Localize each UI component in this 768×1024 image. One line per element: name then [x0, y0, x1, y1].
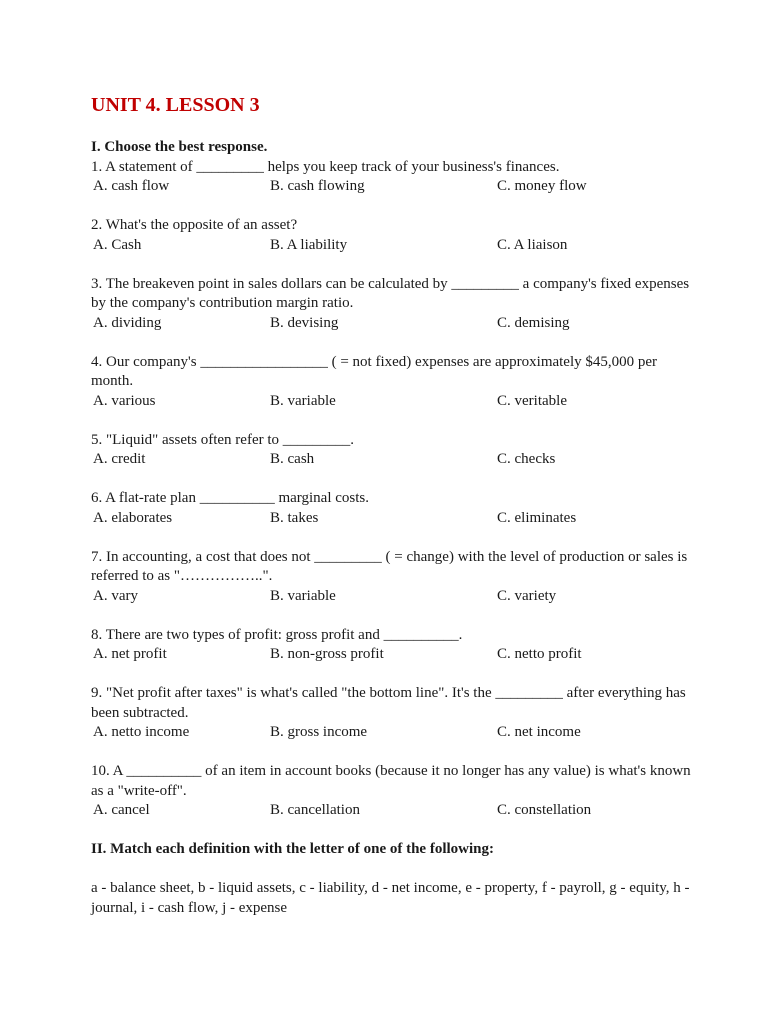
question-text: 10. A __________ of an item in account books (because it no longer has any value) is what's known as a "write-off". — [91, 763, 691, 799]
question-text: 1. A statement of _________ helps you keep track of your business's finances. — [91, 158, 560, 175]
unit-title: UNIT 4. LESSON 3 — [91, 94, 260, 116]
section-1-heading: I. Choose the best response. — [91, 139, 268, 155]
option-c: C. netto profit — [497, 646, 582, 662]
option-b: B. non-gross profit — [270, 646, 384, 662]
match-options-list: a - balance sheet, b - liquid assets, c - liability, d - net income, e - property, f - payroll, g - equity, h - journal, i - cash flow, j - expense — [91, 880, 690, 916]
option-c: C. constellation — [497, 802, 592, 818]
answer-options — [91, 314, 691, 334]
question-text: 4. Our company's _________________ ( = not fixed) expenses are approximately $45,000 per month. — [91, 353, 658, 389]
option-c: C. demising — [497, 314, 570, 331]
question-item — [91, 684, 691, 743]
option-b: B. takes — [270, 509, 319, 526]
answer-options — [91, 177, 691, 197]
option-b: B. gross income — [270, 724, 368, 740]
document-page — [91, 92, 691, 918]
option-b: B. cash — [270, 451, 315, 467]
section-2 — [91, 840, 691, 918]
option-c: C. A liaison — [497, 236, 568, 253]
option-b: B. cash flowing — [270, 178, 365, 194]
option-c: C. eliminates — [497, 509, 577, 526]
answer-options — [91, 801, 691, 821]
option-c: C. money flow — [497, 178, 587, 194]
section-2-heading: II. Match each definition with the letter of one of the following: — [91, 841, 495, 857]
question-text: 6. A flat-rate plan __________ marginal costs. — [91, 490, 370, 506]
option-b: B. cancellation — [270, 802, 360, 818]
question-item — [91, 275, 691, 334]
question-text: 3. The breakeven point in sales dollars can be calculated by _________ a company's fixed expenses by the company's contribution margin ratio. — [91, 275, 690, 311]
option-a: A. vary — [93, 587, 138, 604]
question-item — [91, 431, 691, 470]
option-b: B. devising — [270, 314, 339, 331]
question-item — [91, 548, 691, 607]
question-text: 2. What's the opposite of an asset? — [91, 217, 298, 233]
option-c: C. net income — [497, 724, 581, 740]
option-a: A. various — [93, 392, 156, 409]
option-b: B. variable — [270, 587, 336, 604]
option-c: C. checks — [497, 451, 556, 467]
option-c: C. variety — [497, 587, 557, 604]
question-item — [91, 158, 691, 197]
question-text: 8. There are two types of profit: gross profit and __________. — [91, 626, 463, 643]
option-a: A. elaborates — [93, 509, 173, 526]
question-text: 9. "Net profit after taxes" is what's called "the bottom line". It's the _________ after everything has been subtracted. — [91, 685, 686, 721]
option-a: A. netto income — [93, 724, 190, 740]
option-c: C. veritable — [497, 392, 567, 409]
option-a: A. dividing — [93, 314, 162, 331]
question-item — [91, 762, 691, 821]
answer-options — [91, 587, 691, 607]
option-b: B. variable — [270, 392, 336, 409]
option-a: A. net profit — [93, 646, 167, 662]
option-b: B. A liability — [270, 236, 348, 253]
question-item — [91, 216, 691, 255]
question-item — [91, 353, 691, 412]
option-a: A. cash flow — [93, 178, 170, 194]
option-a: A. cancel — [93, 802, 150, 818]
answer-options — [91, 236, 691, 256]
answer-options — [91, 509, 691, 529]
question-item — [91, 626, 691, 665]
option-a: A. Cash — [93, 236, 142, 253]
answer-options — [91, 723, 691, 743]
question-item — [91, 489, 691, 528]
answer-options — [91, 450, 691, 470]
question-list — [91, 158, 691, 821]
question-text: 7. In accounting, a cost that does not _________ ( = change) with the level of production or sales is referred to as "……………..". — [91, 548, 688, 584]
answer-options — [91, 645, 691, 665]
answer-options — [91, 392, 691, 412]
question-text: 5. "Liquid" assets often refer to _________. — [91, 431, 355, 448]
option-a: A. credit — [93, 451, 146, 467]
